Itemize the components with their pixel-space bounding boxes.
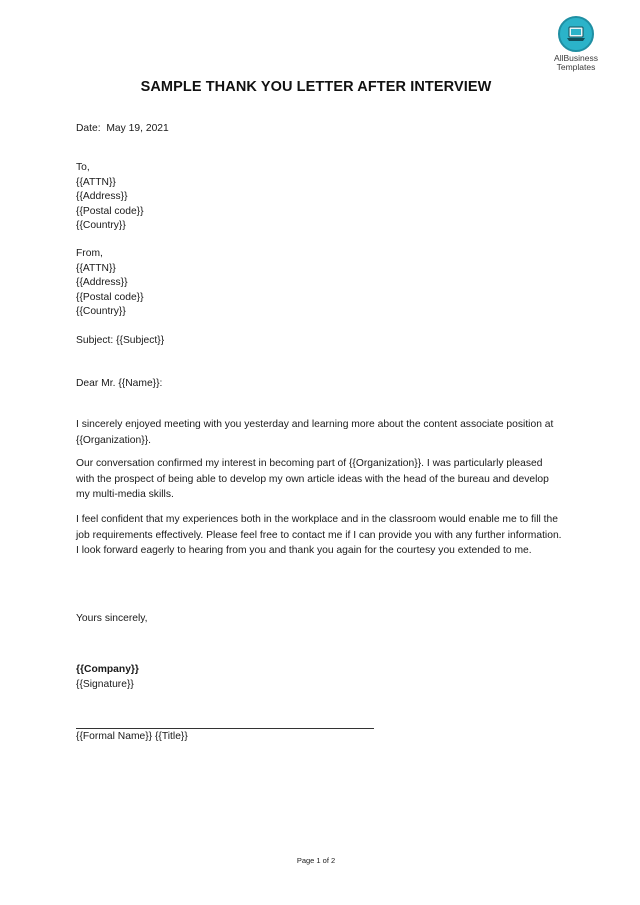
page-number: Page 1 of 2 — [296, 856, 336, 865]
to-heading: To, — [76, 162, 90, 173]
signature: {{Signature}} — [76, 679, 134, 690]
paragraph-3: I feel confident that my experiences both in the workplace and in the classroom would enable me to fill the job requirements effectively. Please feel free to contact me if I can provide you with any further information. I look forward eagerly to hearing from you and thank you again for the courtesy you extended to me. — [76, 514, 562, 556]
paragraph-1: I sincerely enjoyed meeting with you yesterday and learning more about the content associate position at {{Organization}}. — [76, 419, 554, 446]
from-attn: {{ATTN}} — [76, 262, 116, 274]
to-attn: {{ATTN}} — [76, 176, 116, 188]
paragraph-2: Our conversation confirmed my interest in becoming part of {{Organization}}. I was particularly pleased with the prospect of being able to develop my own article ideas with the head of the bureau and develop my multi-media skills. — [76, 458, 549, 500]
closing: Yours sincerely, — [76, 613, 148, 624]
from-postal-code: {{Postal code}} — [76, 291, 144, 303]
from-heading: From, — [76, 248, 103, 259]
laptop-icon — [558, 16, 594, 52]
logo-text-line1: AllBusiness — [554, 53, 598, 63]
salutation: Dear Mr. {{Name}}: — [76, 378, 163, 389]
company-name: {{Company}} — [76, 664, 139, 675]
logo-text-line2: Templates — [556, 62, 596, 72]
to-country: {{Country}} — [76, 220, 126, 231]
brand-logo — [546, 16, 606, 72]
to-postal-code: {{Postal code}} — [76, 205, 144, 217]
date-line — [76, 122, 169, 137]
from-address: {{Address}} — [76, 277, 128, 288]
subject-line: Subject: {{Subject}} — [76, 335, 165, 346]
date-value: May 19, 2021 — [106, 123, 169, 134]
signature-line — [76, 728, 374, 729]
date-label: Date: — [76, 123, 101, 134]
from-country: {{Country}} — [76, 306, 126, 317]
document-title: SAMPLE THANK YOU LETTER AFTER INTERVIEW — [140, 79, 492, 95]
to-address: {{Address}} — [76, 191, 128, 202]
formal-name-title: {{Formal Name}} {{Title}} — [76, 731, 188, 742]
